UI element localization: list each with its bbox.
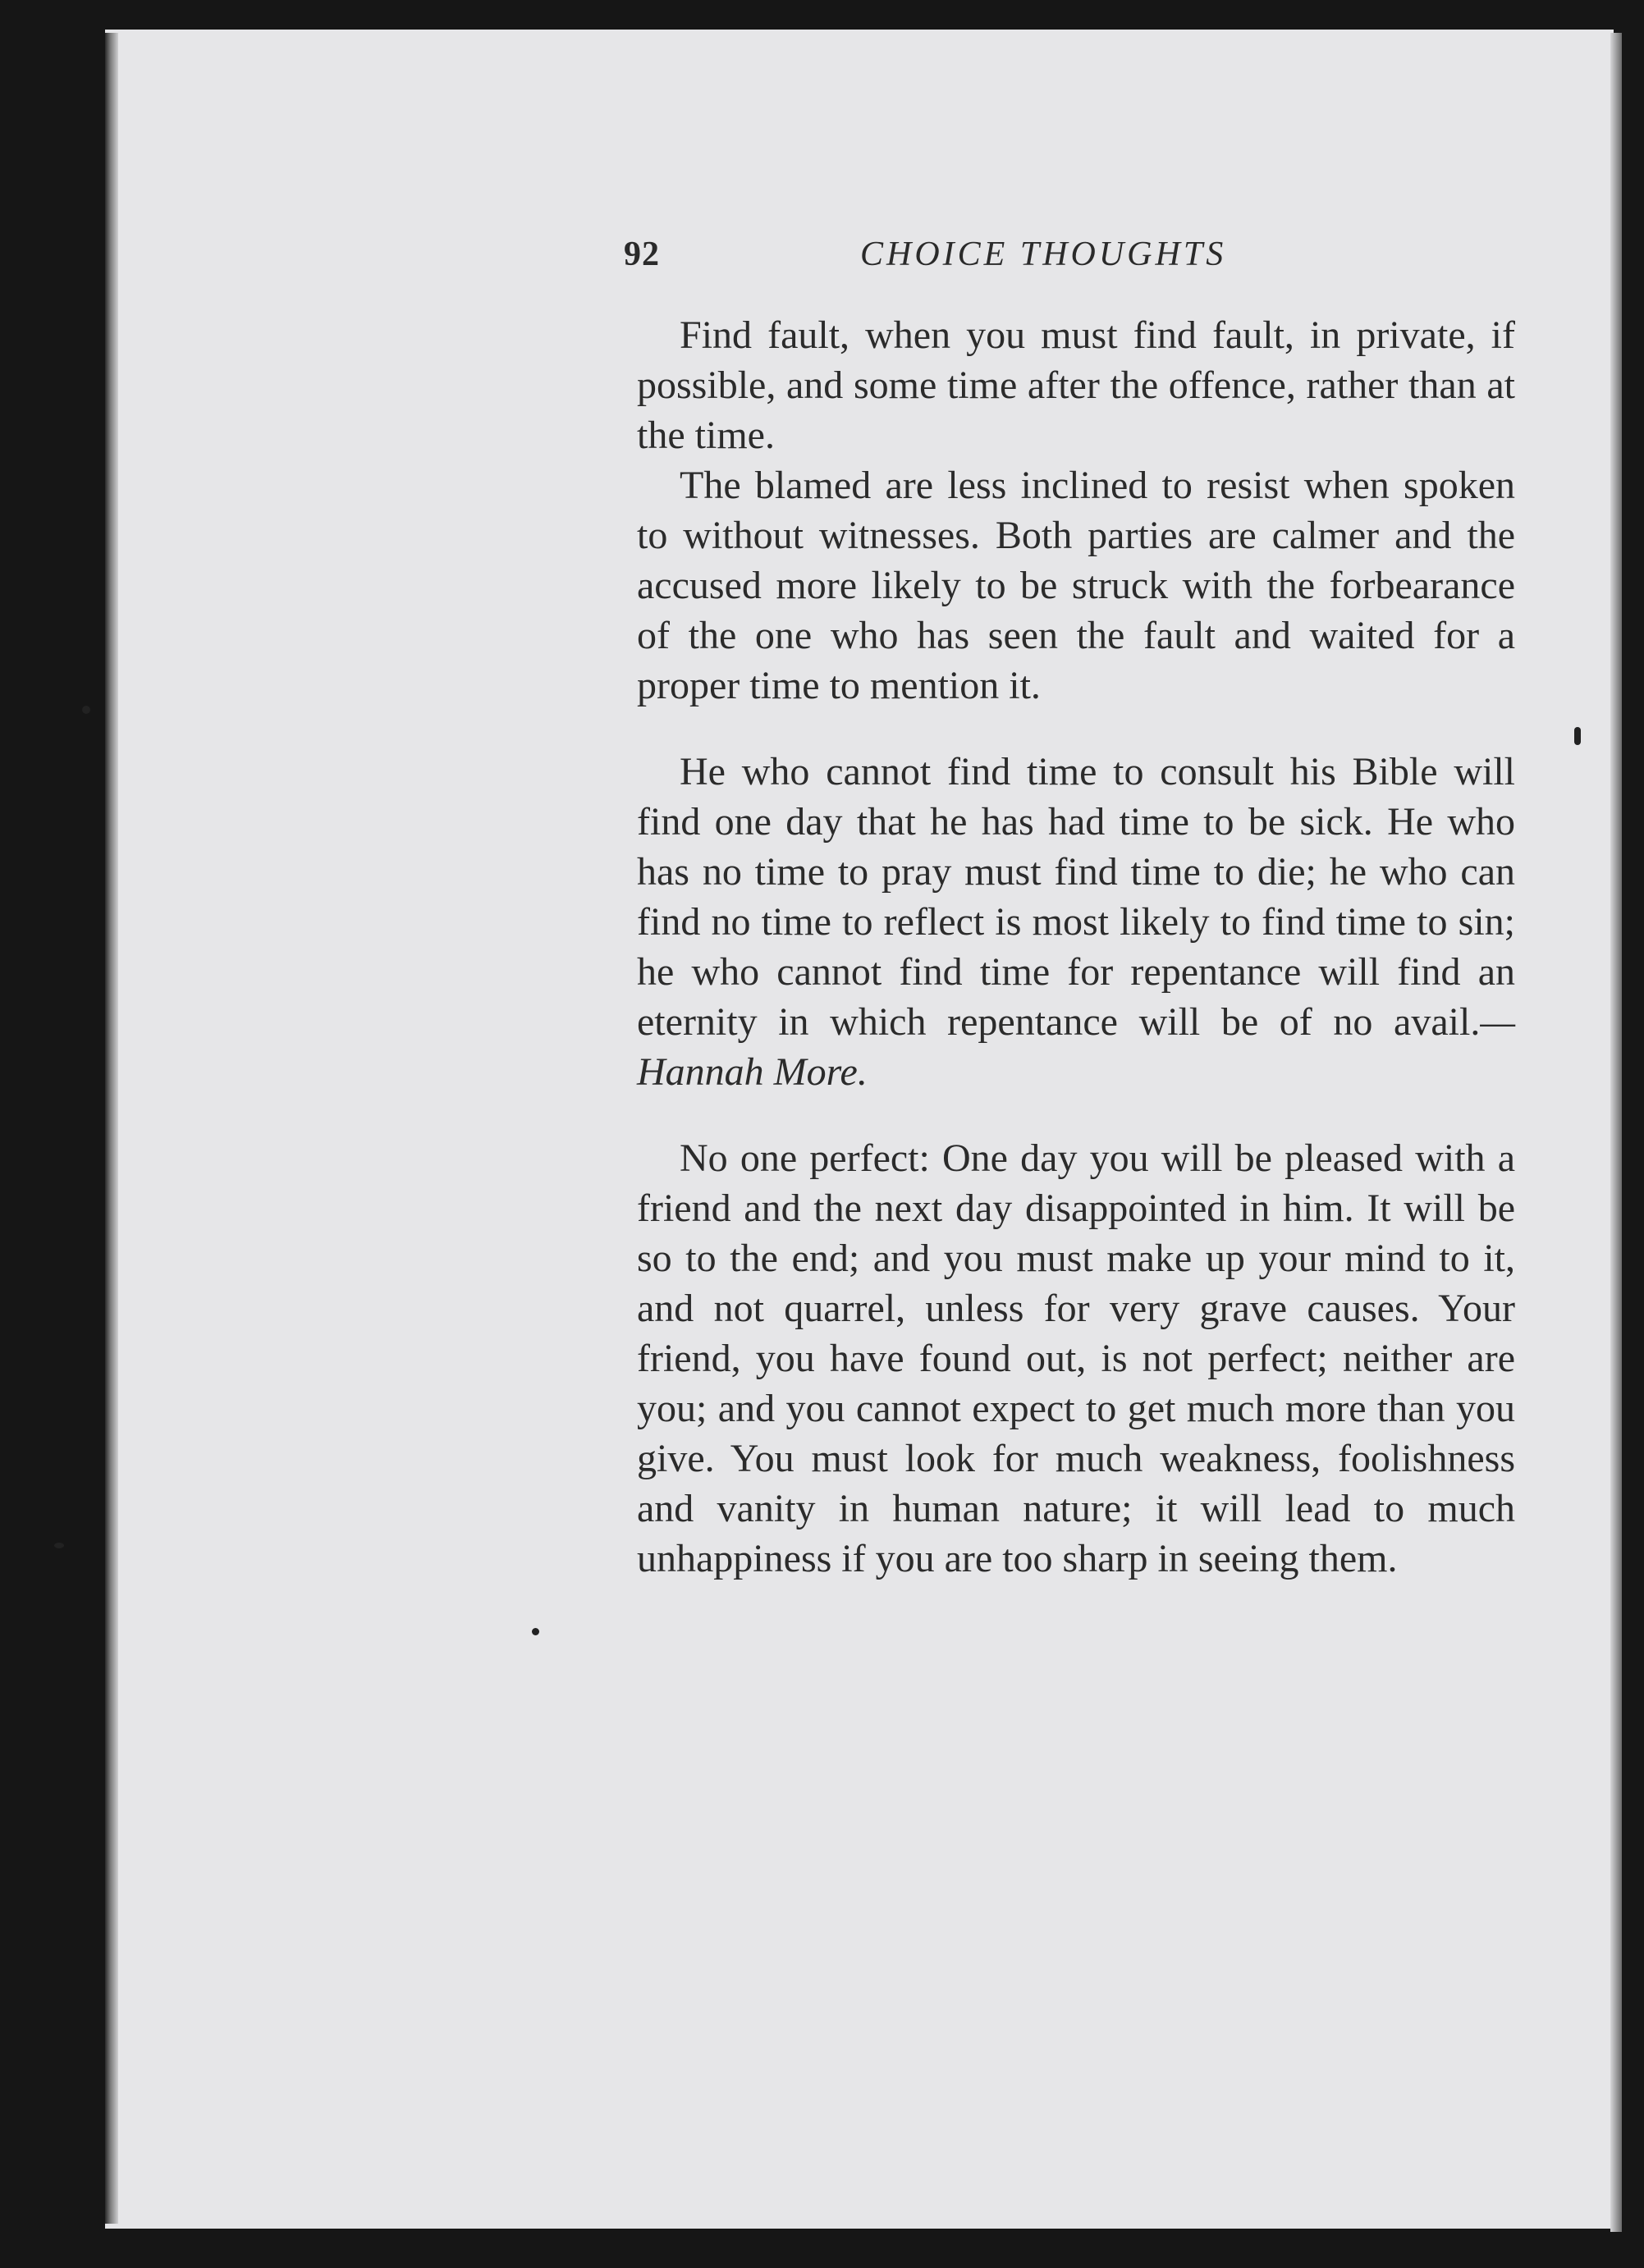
scan-speck <box>532 1628 539 1635</box>
page-binding-edge <box>105 33 118 2224</box>
scan-speck <box>82 706 90 714</box>
running-head <box>624 235 1280 284</box>
attribution: —Hannah More. <box>637 1000 1515 1094</box>
scan-speck <box>54 1543 64 1548</box>
paragraph-time <box>637 747 1515 1097</box>
body-text <box>637 310 1515 1584</box>
page-number: 92 <box>624 235 660 273</box>
paragraph-time-text: He who cannot find time to consult his Bible will find one day that he has had time to be sick. He who has no time to pray must find time to die; he who can find no time to reflect is most likely to find time to sin; he who cannot find time for repentance will find an eternity in which repentance will be of no avail. <box>637 750 1515 1044</box>
scan-speck <box>1574 727 1581 745</box>
page-right-edge <box>1610 33 1622 2232</box>
paragraph-blamed: The blamed are less inclined to resist when spoken to without witnesses. Both parties are calmer and the accused more likely to be struck with the forbearance of the one who has seen the fault and waited for a proper time to mention it. <box>637 464 1515 707</box>
running-title: CHOICE THOUGHTS <box>860 235 1227 273</box>
paragraph-find-fault: Find fault, when you must find fault, in private, if possible, and some time after the offence, rather than at the time. <box>637 313 1515 457</box>
paragraph-no-one-perfect: No one perfect: One day you will be pleased with a friend and the next day disappointed in him. It will be so to the end; and you must make up your mind to it, and not quarrel, unless for very grave causes. Your friend, you have found out, is not perfect; neither are you; and you cannot expect to get much more than you give. You must look for much weakness, foolishness and vanity in human nature; it will lead to much unhappiness if you are too sharp in seeing them. <box>637 1136 1515 1580</box>
